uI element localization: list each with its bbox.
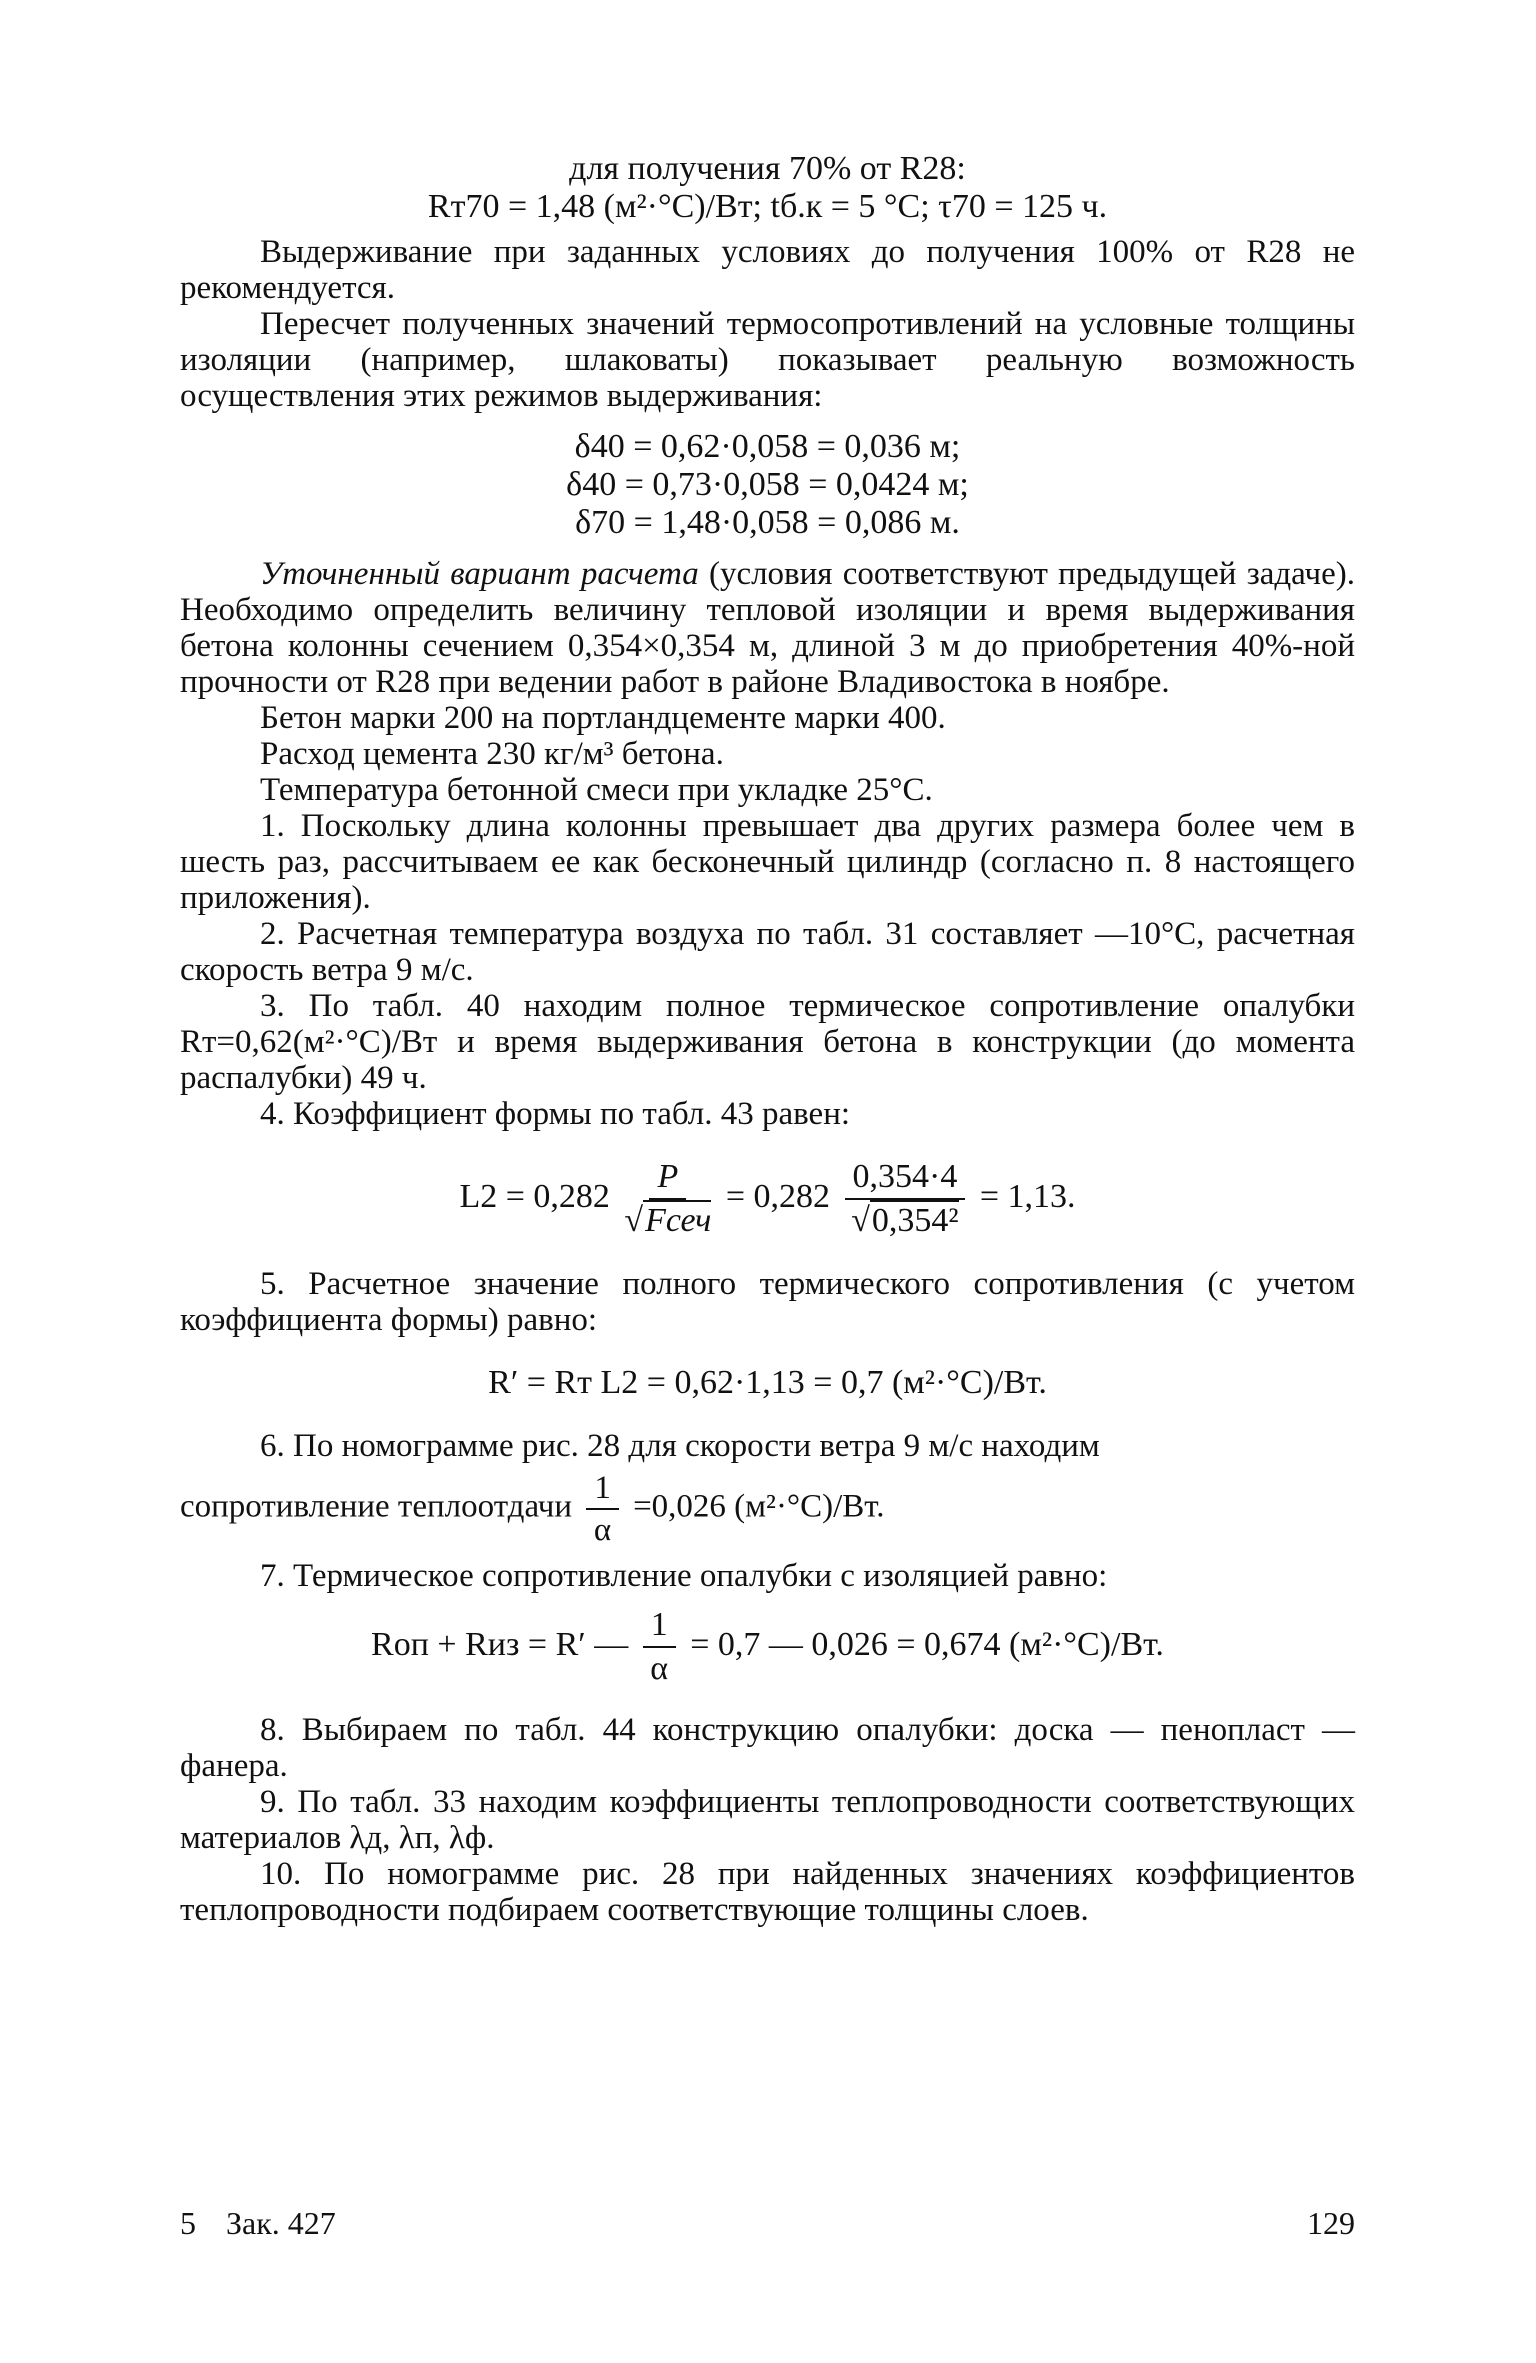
denominator: √Fсеч: [624, 1202, 712, 1239]
step-4: 4. Коэффициент формы по табл. 43 равен:: [260, 1096, 851, 1132]
step-1: 1. Поскольку длина колонны превышает два других размера более чем в шесть раз, рассчитываем ее как бесконечный цилиндр (согласно п. 8 настоящего приложения).: [180, 808, 1355, 916]
fraction: [624, 1158, 711, 1240]
equation: δ40 = 0,73·0,058 = 0,0424 м;: [566, 466, 969, 503]
paragraph: Температура бетонной смеси при укладке 25°С.: [260, 772, 933, 808]
numerator: 0,354·4: [845, 1158, 966, 1200]
paragraph: Бетон марки 200 на портландцементе марки 400.: [260, 700, 946, 736]
step-6: 6. По номограмме рис. 28 для скорости ветра 9 м/с находим: [260, 1428, 1100, 1464]
step-6-continuation: [180, 1470, 1355, 1548]
intro-values: Rт70 = 1,48 (м²·°С)/Вт; tб.к = 5 °С; τ70 = 125 ч.: [427, 188, 1108, 225]
paragraph: Выдерживание при заданных условиях до получения 100% от R28 не рекомендуется.: [180, 234, 1355, 306]
printer-mark: [180, 2205, 336, 2242]
fraction: [845, 1158, 966, 1240]
sqrt-content: 0,354²: [871, 1202, 959, 1239]
formula-formwork-resistance: [180, 1606, 1355, 1688]
denominator: √0,354²: [851, 1202, 959, 1239]
formula-shape-coefficient: [180, 1158, 1355, 1240]
numerator: P: [649, 1158, 686, 1200]
step-10: 10. По номограмме рис. 28 при найденных значениях коэффициентов теплопроводности подбираем соответствующие толщины слоев.: [180, 1856, 1355, 1928]
step-7: 7. Термическое сопротивление опалубки с изоляцией равно:: [260, 1558, 1108, 1594]
formula-rhs: = 1,13.: [979, 1177, 1076, 1215]
step-8: 8. Выбираем по табл. 44 конструкцию опалубки: доска — пенопласт — фанера.: [180, 1712, 1355, 1784]
fraction: [643, 1606, 676, 1688]
formula-total-resistance: R′ = Rт L2 = 0,62·1,13 = 0,7 (м²·°С)/Вт.: [488, 1364, 1047, 1401]
step-3: 3. По табл. 40 находим полное термическое сопротивление опалубки Rт=0,62(м²·°С)/Вт и время выдерживания бетона в конструкции (до момента распалубки) 49 ч.: [180, 988, 1355, 1096]
formula-rhs: = 0,7 — 0,026 = 0,674 (м²·°С)/Вт.: [690, 1625, 1164, 1663]
equation: δ40 = 0,62·0,058 = 0,036 м;: [574, 428, 961, 465]
formula-mid: = 0,282: [725, 1177, 831, 1215]
sqrt-content: Fсеч: [645, 1202, 712, 1239]
numerator: 1: [586, 1470, 619, 1510]
step-6-value: =0,026 (м²·°С)/Вт.: [633, 1488, 885, 1525]
italic-heading: Уточненный вариант расчета: [260, 556, 699, 592]
intro-line: для получения 70% от R28:: [569, 150, 966, 187]
paragraph-text: (условия соответствуют предыдущей задаче). Необходимо определить величину тепловой изоляции и время выдерживания бетона колонны сечением 0,354×0,354 м, длиной 3 м до приобретения 40%-ной прочности от R28 при ведении работ в районе Владивостока в ноябре.: [180, 556, 1355, 700]
page-number: 129: [1307, 2205, 1355, 2241]
denominator: α: [650, 1650, 669, 1687]
step-5: 5. Расчетное значение полного термического сопротивления (с учетом коэффициента формы) равно:: [180, 1266, 1355, 1338]
fraction: [586, 1470, 619, 1548]
paragraph: Пересчет полученных значений термосопротивлений на условные толщины изоляции (например, шлаковаты) показывает реальную возможность осуществления этих режимов выдерживания:: [180, 306, 1355, 414]
page-footer: [180, 2205, 1355, 2242]
paragraph-refined-variant: [180, 556, 1355, 700]
step-6-text: сопротивление теплоотдачи: [180, 1488, 573, 1525]
numerator: 1: [643, 1606, 676, 1648]
order-number: Зак. 427: [226, 2205, 336, 2241]
paragraph: Расход цемента 230 кг/м³ бетона.: [260, 736, 724, 772]
formula-lhs: L2 = 0,282: [459, 1177, 610, 1215]
step-2: 2. Расчетная температура воздуха по табл. 31 составляет —10°С, расчетная скорость ветра 9 м/с.: [180, 916, 1355, 988]
thickness-equations: [180, 428, 1355, 542]
page-content: [180, 150, 1355, 1928]
denominator: α: [593, 1512, 612, 1548]
step-9: 9. По табл. 33 находим коэффициенты теплопроводности соответствующих материалов λд, λп, λф.: [180, 1784, 1355, 1856]
equation: δ70 = 1,48·0,058 = 0,086 м.: [575, 504, 960, 541]
formula-lhs: Rоп + Rиз = R′ —: [371, 1625, 629, 1663]
signature-number: 5: [180, 2205, 196, 2241]
